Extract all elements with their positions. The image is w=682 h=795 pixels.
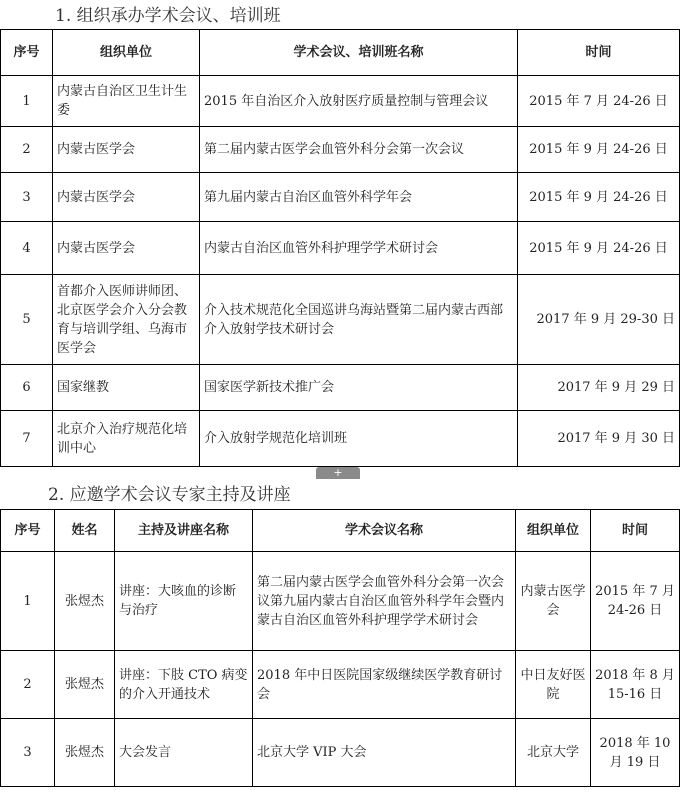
row-org: 北京大学 bbox=[516, 719, 591, 787]
header-talk: 主持及讲座名称 bbox=[115, 510, 253, 552]
row-org: 内蒙古自治区卫生计生委 bbox=[53, 76, 200, 127]
row-meeting: 2018 年中日医院国家级继续医学教育研讨会 bbox=[253, 651, 516, 719]
header-time: 时间 bbox=[518, 30, 680, 76]
table-header-row bbox=[1, 30, 680, 76]
table-row bbox=[1, 651, 680, 719]
row-name: 第二届内蒙古医学会血管外科分会第一次会议 bbox=[200, 127, 518, 173]
row-org: 中日友好医院 bbox=[516, 651, 591, 719]
row-name: 第九届内蒙古自治区血管外科学年会 bbox=[200, 173, 518, 222]
row-time: 2017 年 9 月 30 日 bbox=[518, 411, 680, 467]
header-org: 组织单位 bbox=[53, 30, 200, 76]
row-time: 2018 年 10 月 19 日 bbox=[591, 719, 680, 787]
table-row bbox=[1, 275, 680, 365]
row-meeting: 北京大学 VIP 大会 bbox=[253, 719, 516, 787]
row-person: 张煜杰 bbox=[55, 651, 115, 719]
row-no: 2 bbox=[1, 651, 55, 719]
header-org: 组织单位 bbox=[516, 510, 591, 552]
row-no: 3 bbox=[1, 173, 53, 222]
header-no: 序号 bbox=[1, 30, 53, 76]
table-row bbox=[1, 365, 680, 411]
row-time: 2015 年 7 月 24-26 日 bbox=[591, 552, 680, 651]
row-person: 张煜杰 bbox=[55, 719, 115, 787]
row-time: 2015 年 9 月 24-26 日 bbox=[518, 222, 680, 275]
row-name: 介入放射学规范化培训班 bbox=[200, 411, 518, 467]
table-row bbox=[1, 411, 680, 467]
row-no: 3 bbox=[1, 719, 55, 787]
table-row bbox=[1, 173, 680, 222]
row-time: 2017 年 9 月 29-30 日 bbox=[518, 275, 680, 365]
row-talk: 讲座：大咳血的诊断与治疗 bbox=[115, 552, 253, 651]
table-row bbox=[1, 552, 680, 651]
row-name: 2015 年自治区介入放射医疗质量控制与管理会议 bbox=[200, 76, 518, 127]
header-person: 姓名 bbox=[55, 510, 115, 552]
row-name: 介入技术规范化全国巡讲乌海站暨第二届内蒙古西部介入放射学技术研讨会 bbox=[200, 275, 518, 365]
row-meeting: 第二届内蒙古医学会血管外科分会第一次会议第九届内蒙古自治区血管外科学年会暨内蒙古自治区血管外科护理学学术研讨会 bbox=[253, 552, 516, 651]
row-time: 2015 年 9 月 24-26 日 bbox=[518, 127, 680, 173]
row-time: 2015 年 9 月 24-26 日 bbox=[518, 173, 680, 222]
table-row bbox=[1, 222, 680, 275]
row-time: 2017 年 9 月 29 日 bbox=[518, 365, 680, 411]
row-name: 国家医学新技术推广会 bbox=[200, 365, 518, 411]
section1-title: 1. 组织承办学术会议、培训班 bbox=[55, 6, 281, 26]
row-no: 4 bbox=[1, 222, 53, 275]
row-no: 2 bbox=[1, 127, 53, 173]
header-no: 序号 bbox=[1, 510, 55, 552]
row-org: 内蒙古医学会 bbox=[53, 222, 200, 275]
row-no: 1 bbox=[1, 76, 53, 127]
row-no: 7 bbox=[1, 411, 53, 467]
row-org: 内蒙古医学会 bbox=[516, 552, 591, 651]
row-org: 国家继教 bbox=[53, 365, 200, 411]
row-name: 内蒙古自治区血管外科护理学学术研讨会 bbox=[200, 222, 518, 275]
row-org: 内蒙古医学会 bbox=[53, 173, 200, 222]
header-meeting: 学术会议名称 bbox=[253, 510, 516, 552]
header-name: 学术会议、培训班名称 bbox=[200, 30, 518, 76]
table-row bbox=[1, 127, 680, 173]
organized-meetings-table bbox=[0, 29, 680, 467]
table-row bbox=[1, 719, 680, 787]
add-row-handle[interactable]: + bbox=[316, 467, 360, 479]
row-person: 张煜杰 bbox=[55, 552, 115, 651]
section2-title: 2. 应邀学术会议专家主持及讲座 bbox=[48, 485, 291, 505]
row-org: 首都介入医师讲师团、北京医学会介入分会教育与培训学组、乌海市医学会 bbox=[53, 275, 200, 365]
row-time: 2018 年 8 月 15-16 日 bbox=[591, 651, 680, 719]
row-org: 北京介入治疗规范化培训中心 bbox=[53, 411, 200, 467]
header-time: 时间 bbox=[591, 510, 680, 552]
table-header-row bbox=[1, 510, 680, 552]
row-time: 2015 年 7 月 24-26 日 bbox=[518, 76, 680, 127]
row-talk: 大会发言 bbox=[115, 719, 253, 787]
row-no: 6 bbox=[1, 365, 53, 411]
row-no: 1 bbox=[1, 552, 55, 651]
invited-lectures-table bbox=[0, 509, 680, 787]
table-row bbox=[1, 76, 680, 127]
row-talk: 讲座：下肢 CTO 病变的介入开通技术 bbox=[115, 651, 253, 719]
row-org: 内蒙古医学会 bbox=[53, 127, 200, 173]
row-no: 5 bbox=[1, 275, 53, 365]
